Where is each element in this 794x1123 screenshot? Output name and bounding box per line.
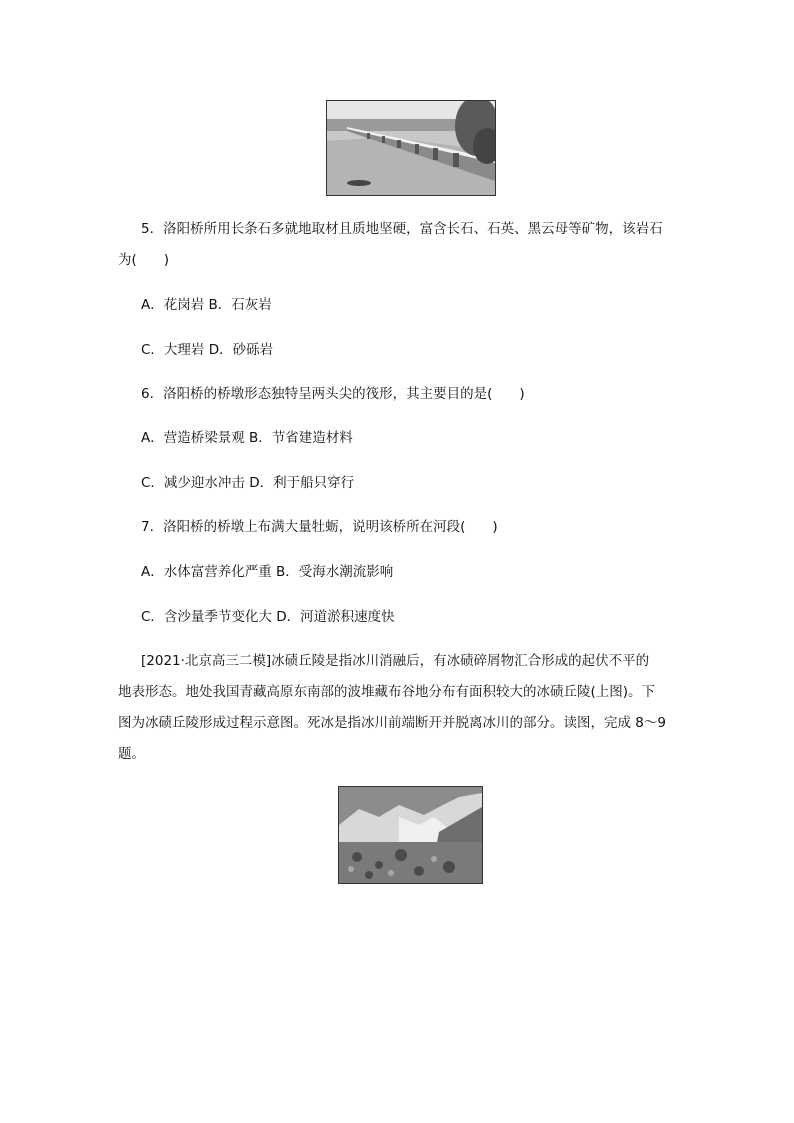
question-7-options-ab: A．水体富营养化严重 B．受海水潮流影响 xyxy=(141,564,394,580)
question-5-options-ab: A．花岗岩 B．石灰岩 xyxy=(141,297,272,313)
passage-line-1: [2021·北京高三二模]冰碛丘陵是指冰川消融后，有冰碛碎屑物汇合形成的起伏不平的 xyxy=(141,653,650,669)
question-5-stem: 5．洛阳桥所用长条石多就地取材且质地坚硬，富含长石、石英、黑云母等矿物，该岩石 xyxy=(141,221,663,237)
passage-line-4: 题。 xyxy=(118,746,145,762)
question-6-stem: 6．洛阳桥的桥墩形态独特呈两头尖的筏形，其主要目的是( ) xyxy=(141,386,525,402)
glacier-photo xyxy=(338,786,483,884)
question-7-stem: 7．洛阳桥的桥墩上布满大量牡蛎，说明该桥所在河段( ) xyxy=(141,519,498,535)
question-7-options-cd: C．含沙量季节变化大 D．河道淤积速度快 xyxy=(141,609,395,625)
passage-line-3: 图为冰碛丘陵形成过程示意图。死冰是指冰川前端断开并脱离冰川的部分。读图，完成 8～9 xyxy=(118,715,666,731)
question-6-options-ab: A．营造桥梁景观 B．节省建造材料 xyxy=(141,430,353,446)
passage-line-2: 地表形态。地处我国青藏高原东南部的波堆藏布谷地分布有面积较大的冰碛丘陵(上图)。下 xyxy=(118,684,656,700)
bridge-photo xyxy=(326,100,496,196)
question-5-options-cd: C．大理岩 D．砂砾岩 xyxy=(141,342,274,358)
question-6-options-cd: C．减少迎水冲击 D．利于船只穿行 xyxy=(141,475,355,491)
question-5-stem-continued: 为( ) xyxy=(118,252,170,268)
